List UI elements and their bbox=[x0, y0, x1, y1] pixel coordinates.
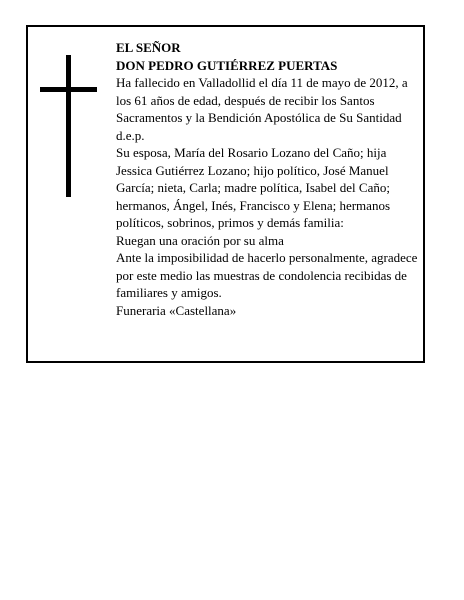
paragraph-family: Su esposa, María del Rosario Lozano del Caño; hija Jessica Gutiérrez Lozano; hijo político, José Manuel García; nieta, Carla; madre política, Isabel del Caño; hermanos, Ángel, Inés, Francisco y Elena; hermanos políticos, sobrinos, primos y demás familia: bbox=[116, 145, 391, 230]
paragraph-death: Ha fallecido en Valladollid el día 11 de mayo de 2012, a los 61 años de edad, después de recibir los Santos Sacramentos y la Bendición Apostólica de Su Santidad d.e.p. bbox=[116, 75, 408, 143]
notice-title-line-1: EL SEÑOR bbox=[116, 40, 181, 55]
cross-vertical-bar bbox=[66, 55, 71, 197]
cross-horizontal-bar bbox=[40, 87, 97, 92]
funeral-home: Funeraria «Castellana» bbox=[116, 302, 237, 318]
latin-cross-icon bbox=[40, 55, 97, 197]
prayer-line: Ruegan una oración por su alma bbox=[116, 232, 284, 248]
notice-title-line-2: DON PEDRO GUTIÉRREZ PUERTAS bbox=[116, 57, 338, 73]
paragraph-thanks: Ante la imposibilidad de hacerlo personalmente, agradece por este medio las muestras de condolencia recibidas de familiares y amigos. bbox=[116, 250, 418, 300]
obituary-notice bbox=[26, 25, 425, 363]
notice-text bbox=[116, 39, 421, 319]
